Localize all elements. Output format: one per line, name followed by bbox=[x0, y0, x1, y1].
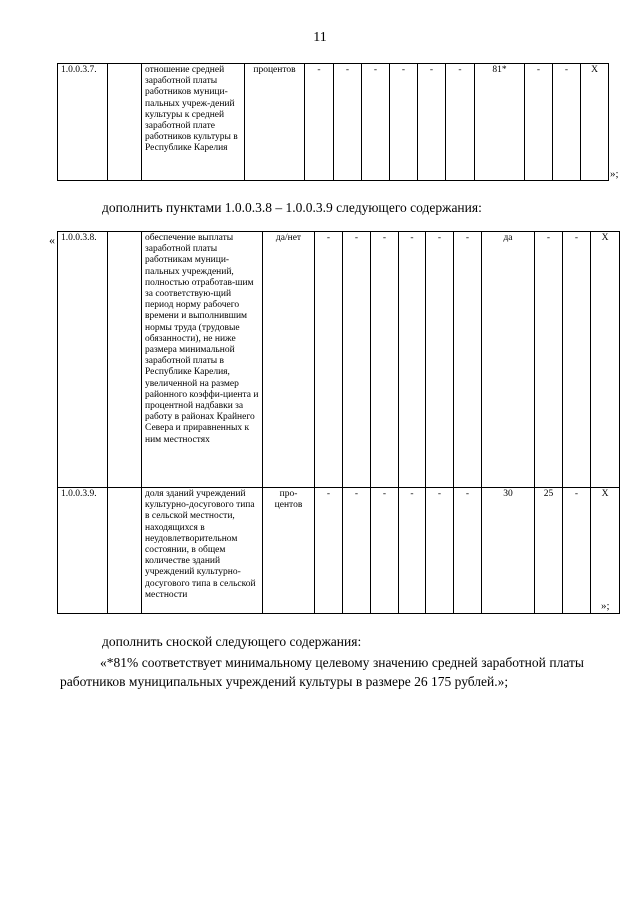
row-value: Х bbox=[591, 488, 620, 614]
row-description: обеспечение выплаты заработной платы работникам муници-пальных учреждений, полностью отработав-шим за соответствую-щий период норму рабочего времени и выполнившим нормы труда (трудовые обязанности), не ниже размера минимальной заработной платы в Республике Карелия, увеличенной на размер районного коэффи-циента и процентной надбавки за работу в районах Крайнего Севера и приравненных к ним местностях bbox=[142, 232, 263, 488]
row-code: 1.0.0.3.9. bbox=[58, 488, 108, 614]
row-value: Х bbox=[581, 64, 609, 181]
row-blank bbox=[108, 64, 142, 181]
row-value: - bbox=[305, 64, 334, 181]
row-value: - bbox=[454, 232, 482, 488]
table-row bbox=[58, 232, 620, 488]
row-unit: да/нет bbox=[263, 232, 315, 488]
row-code: 1.0.0.3.8. bbox=[58, 232, 108, 488]
row-description: доля зданий учреждений культурно-досугового типа в сельской местности, находящихся в неудовлетворительном состоянии, в общем количестве зданий учреждений культурно-досугового типа в сельской местности bbox=[142, 488, 263, 614]
row-value: - bbox=[426, 232, 454, 488]
row-value: 30 bbox=[482, 488, 535, 614]
table-row bbox=[58, 64, 609, 181]
row-blank bbox=[108, 232, 142, 488]
closing-quote-mark: »; bbox=[610, 168, 619, 180]
row-value: - bbox=[390, 64, 418, 181]
row-value: - bbox=[343, 488, 371, 614]
row-unit: про-центов bbox=[263, 488, 315, 614]
row-value: - bbox=[371, 488, 399, 614]
row-value: - bbox=[446, 64, 475, 181]
row-value: - bbox=[553, 64, 581, 181]
row-value: 25 bbox=[535, 488, 563, 614]
row-unit: процентов bbox=[245, 64, 305, 181]
row-value: - bbox=[315, 488, 343, 614]
row-value: - bbox=[334, 64, 362, 181]
row-value: Х bbox=[591, 232, 620, 488]
page-number: 11 bbox=[313, 30, 327, 45]
row-value: - bbox=[399, 232, 426, 488]
row-value: - bbox=[426, 488, 454, 614]
row-value: - bbox=[418, 64, 446, 181]
row-value: 81* bbox=[475, 64, 525, 181]
closing-quote-mark: »; bbox=[601, 600, 610, 612]
footnote-intro-paragraph: дополнить сноской следующего содержания: bbox=[102, 634, 362, 649]
row-value: - bbox=[525, 64, 553, 181]
row-value: - bbox=[371, 232, 399, 488]
row-value: - bbox=[563, 232, 591, 488]
insert-items-paragraph: дополнить пунктами 1.0.0.3.8 – 1.0.0.3.9 следующего содержания: bbox=[102, 200, 482, 215]
row-value: - bbox=[454, 488, 482, 614]
row-code: 1.0.0.3.7. bbox=[58, 64, 108, 181]
row-value: да bbox=[482, 232, 535, 488]
row-blank bbox=[108, 488, 142, 614]
row-value: - bbox=[343, 232, 371, 488]
row-description: отношение средней заработной платы работников муници-пальных учреж-дений культуры к средней заработной плате работников культуры в Республике Карелия bbox=[142, 64, 245, 181]
row-value: - bbox=[563, 488, 591, 614]
opening-quote-mark: « bbox=[49, 233, 55, 247]
row-value: - bbox=[362, 64, 390, 181]
table-row bbox=[58, 488, 620, 614]
indicator-table-2 bbox=[57, 231, 620, 614]
row-value: - bbox=[315, 232, 343, 488]
footnote-text: «*81% соответствует минимальному целевому значению средней заработной платы работников муниципальных учреждений культуры в размере 26 175 рублей.»; bbox=[60, 655, 584, 689]
indicator-table-1 bbox=[57, 63, 609, 181]
row-value: - bbox=[399, 488, 426, 614]
row-value: - bbox=[535, 232, 563, 488]
